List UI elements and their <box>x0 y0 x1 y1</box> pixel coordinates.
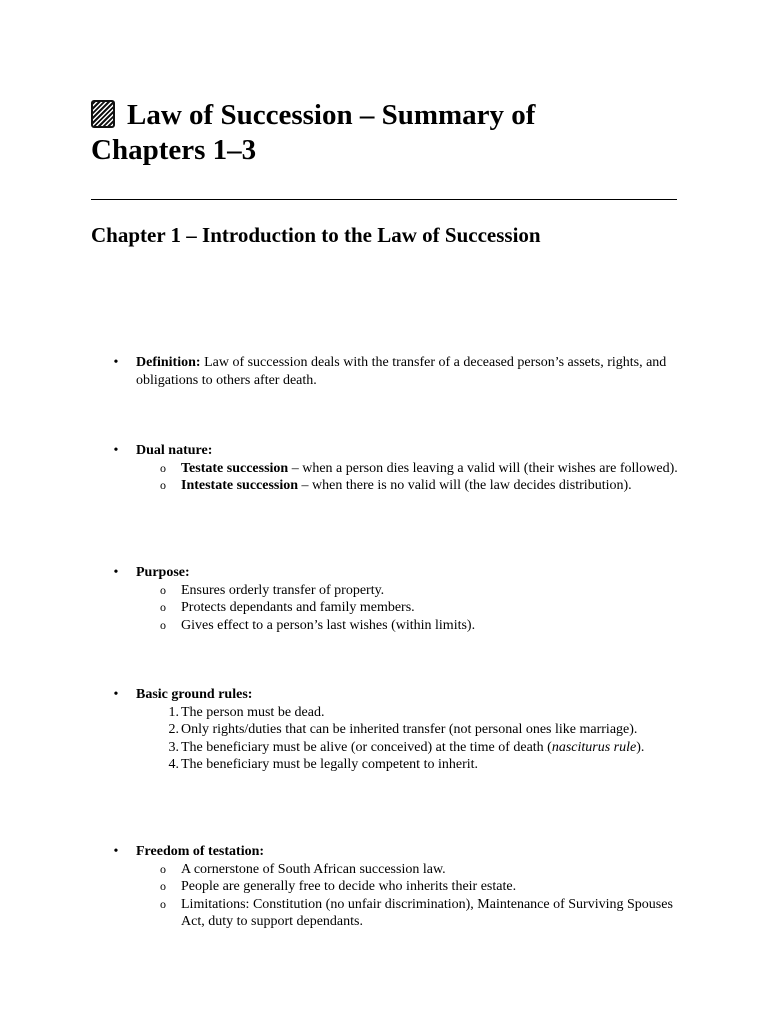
bullet-icon: • <box>113 355 119 370</box>
bullet-icon: • <box>113 443 119 458</box>
list-item <box>111 442 681 460</box>
list-item: o A cornerstone of South African succession law. <box>111 861 681 879</box>
freedom-section <box>111 843 681 931</box>
list-item: o Protects dependants and family members. <box>111 599 681 617</box>
list-item: 2. Only rights/duties that can be inherited transfer (not personal ones like marriage). <box>111 721 681 739</box>
dual-nature-label: Dual nature: <box>136 443 213 458</box>
circle-bullet-icon: o <box>160 478 166 492</box>
chapter-heading: Chapter 1 – Introduction to the Law of Succession <box>91 223 541 247</box>
intestate-text: – when there is no valid will (the law decides distribution). <box>298 478 632 493</box>
ground-rules-label: Basic ground rules: <box>136 687 253 702</box>
horizontal-rule <box>91 199 677 200</box>
list-item: 4. The beneficiary must be legally competent to inherit. <box>111 756 681 774</box>
list-item <box>111 354 681 389</box>
testate-text: – when a person dies leaving a valid will (their wishes are followed). <box>288 460 678 476</box>
list-item <box>111 843 681 861</box>
definition-text: Law of succession deals with the transfer of a deceased person’s assets, rights, and obligations to others after death. <box>136 355 667 388</box>
circle-bullet-icon: o <box>160 896 166 911</box>
circle-bullet-icon: o <box>160 460 166 475</box>
bullet-icon: • <box>113 687 119 702</box>
list-number: 4. <box>168 757 179 772</box>
ground-rules-section <box>111 686 681 774</box>
bullet-icon: • <box>113 844 119 859</box>
intestate-term: Intestate succession <box>181 478 299 493</box>
list-item: 3. The beneficiary must be alive (or conceived) at the time of death (nasciturus rule). <box>111 739 681 757</box>
document-title-line-1: Law of Succession – Summary of <box>91 98 691 133</box>
list-item <box>111 686 681 704</box>
list-item: o People are generally free to decide who inherits their estate. <box>111 878 681 896</box>
purpose-label: Purpose: <box>136 565 190 580</box>
definition-section <box>111 354 681 389</box>
list-number: 1. <box>168 704 179 720</box>
list-item <box>111 477 681 495</box>
freedom-label: Freedom of testation: <box>136 844 265 859</box>
circle-bullet-icon: o <box>160 617 166 632</box>
list-item: o Gives effect to a person’s last wishes (within limits). <box>111 617 681 635</box>
purpose-section <box>111 564 681 634</box>
list-number: 2. <box>168 722 179 737</box>
bullet-icon: • <box>113 565 119 580</box>
circle-bullet-icon: o <box>160 861 166 876</box>
document-title <box>91 98 691 168</box>
list-item <box>111 460 681 478</box>
list-item: o Limitations: Constitution (no unfair discrimination), Maintenance of Surviving Spouses Act, duty to support dependants. <box>111 896 681 931</box>
nasciturus-term: nasciturus rule <box>551 739 637 755</box>
list-item <box>111 564 681 582</box>
dual-nature-section <box>111 442 681 495</box>
list-item: 1. The person must be dead. <box>111 704 681 722</box>
circle-bullet-icon: o <box>160 600 166 614</box>
circle-bullet-icon: o <box>160 582 166 597</box>
document-icon <box>91 100 115 128</box>
list-number: 3. <box>168 739 179 755</box>
definition-label: Definition: <box>136 355 201 370</box>
testate-term: Testate succession <box>181 460 289 476</box>
document-title-line-2: Chapters 1–3 <box>91 134 257 166</box>
circle-bullet-icon: o <box>160 879 166 893</box>
list-item: o Ensures orderly transfer of property. <box>111 582 681 600</box>
